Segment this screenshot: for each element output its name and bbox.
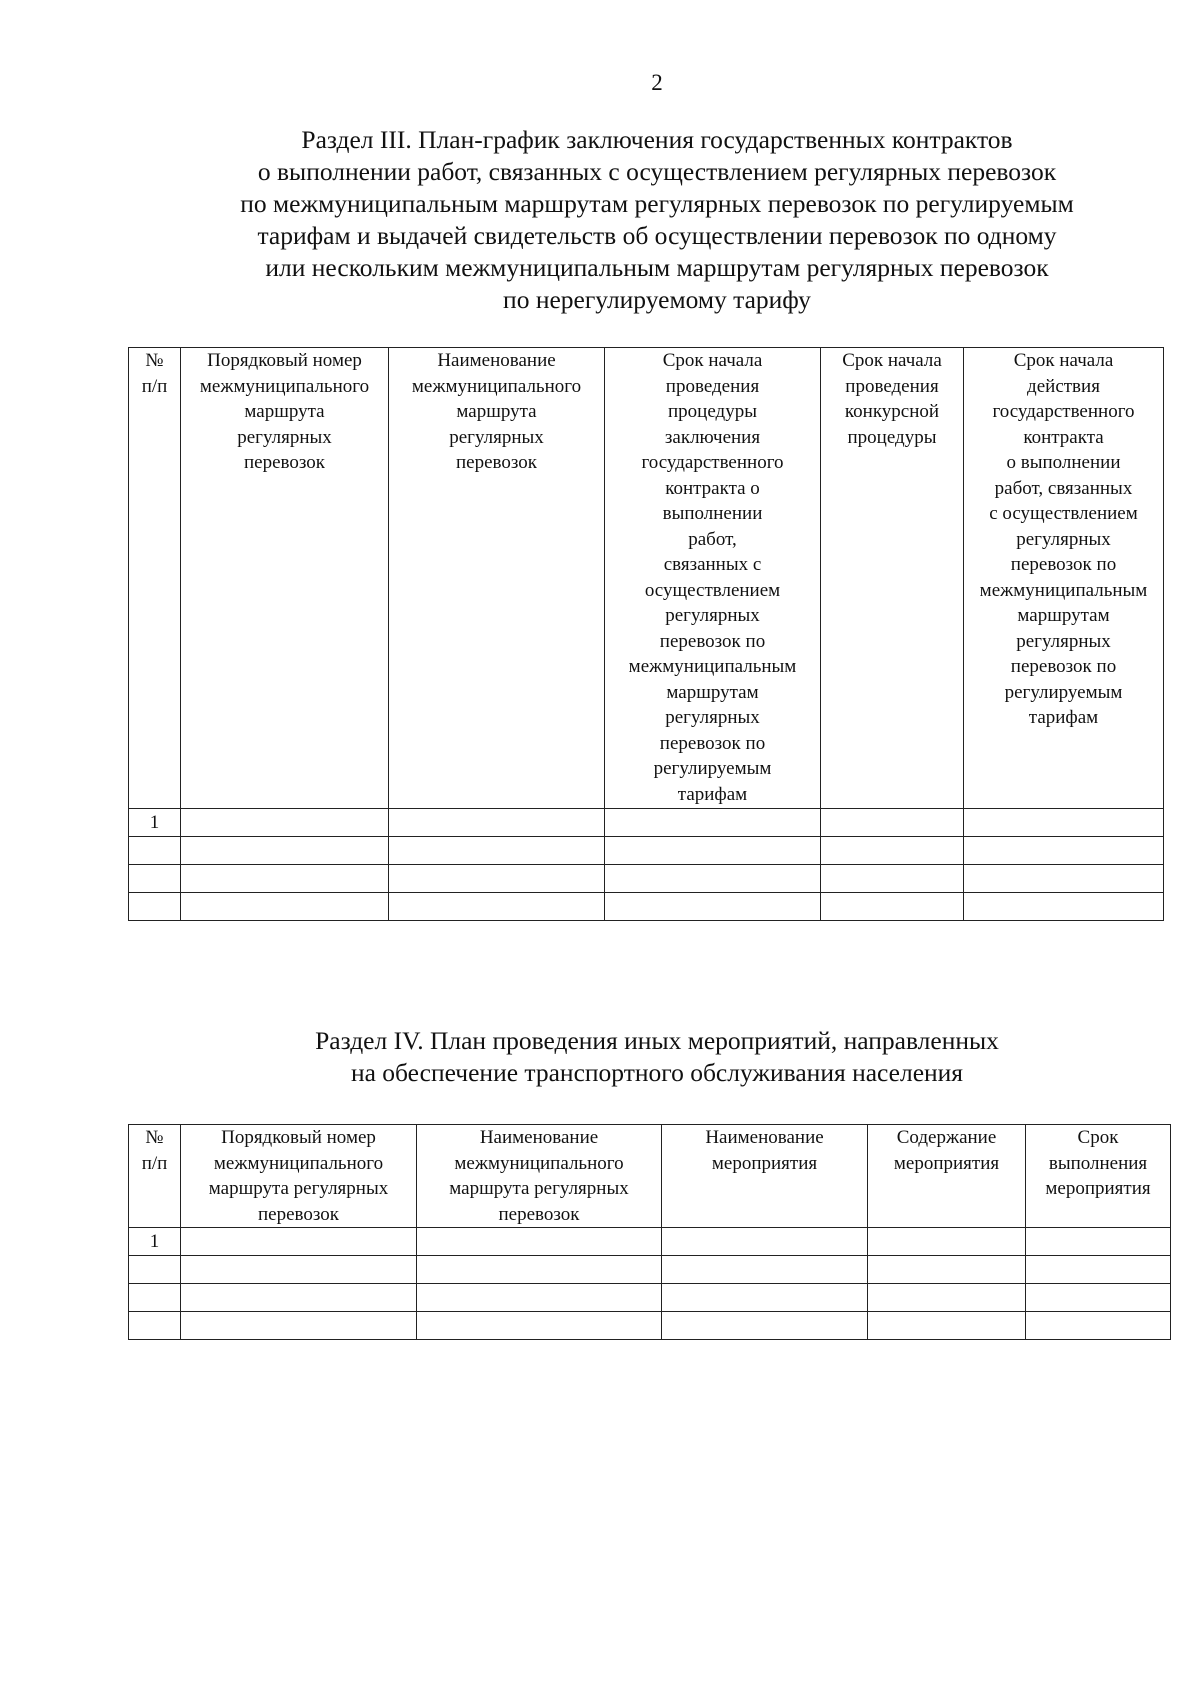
column-header-line: выполнении xyxy=(662,503,763,524)
column-header-line: перевозок xyxy=(257,1203,339,1225)
table-cell xyxy=(389,865,605,893)
column-header-line: регулируемым xyxy=(1004,681,1123,703)
column-header-line: № xyxy=(145,350,164,371)
column-header-line: связанных с xyxy=(663,554,762,575)
table-cell xyxy=(417,1228,662,1256)
column-header-4 xyxy=(662,1125,868,1228)
table-cell xyxy=(868,1256,1026,1284)
column-header-line: о выполнении xyxy=(1006,452,1121,473)
table-cell xyxy=(605,865,821,893)
column-header-line: межмуниципального xyxy=(199,375,370,397)
column-header-line: процедуры xyxy=(668,401,757,422)
column-header-line: п/п xyxy=(141,1152,168,1174)
section-4-title-line: Раздел IV. План проведения иных мероприятий, направленных xyxy=(315,1026,999,1055)
table-row xyxy=(129,1284,1171,1312)
column-header-line: государственного xyxy=(992,401,1135,422)
column-header-line: п/п xyxy=(141,375,168,397)
column-header-2 xyxy=(181,348,389,809)
column-header-line: тарифам xyxy=(677,783,748,805)
section-4-table xyxy=(128,1124,1171,1340)
column-header-line: конкурсной xyxy=(844,401,940,422)
column-header-line: Наименование xyxy=(479,1127,599,1148)
section-3-title-line: Раздел III. План-график заключения государственных контрактов xyxy=(301,125,1013,154)
column-header-line: Порядковый номер xyxy=(207,350,362,371)
table-cell xyxy=(868,1312,1026,1340)
column-header-line: регулярных xyxy=(449,426,544,448)
table-cell xyxy=(129,1312,181,1340)
table-cell xyxy=(821,809,964,837)
column-header-line: Срок xyxy=(1077,1127,1119,1148)
table-cell xyxy=(389,809,605,837)
section-3-title-line: тарифам и выдачей свидетельств об осуществлении перевозок по одному xyxy=(257,221,1057,250)
section-3-title-line: или нескольким межмуниципальным маршрутам регулярных перевозок xyxy=(265,253,1049,282)
column-header-line: контракта о xyxy=(665,477,760,499)
column-header-3 xyxy=(389,348,605,809)
column-header-5 xyxy=(821,348,964,809)
section-3-table xyxy=(128,347,1164,921)
table-cell xyxy=(181,1256,417,1284)
column-header-line: мероприятия xyxy=(711,1152,818,1174)
table-cell xyxy=(417,1312,662,1340)
table-cell: 1 xyxy=(129,809,181,837)
column-header-line: маршрута регулярных xyxy=(449,1178,629,1199)
column-header-line: мероприятия xyxy=(893,1152,1000,1174)
column-header-line: работ, связанных xyxy=(994,477,1133,499)
table-row xyxy=(129,837,1164,865)
table-row xyxy=(129,893,1164,921)
table-cell xyxy=(964,893,1164,921)
table-cell xyxy=(868,1284,1026,1312)
column-header-6 xyxy=(1026,1125,1171,1228)
section-4-title-line: на обеспечение транспортного обслуживания населения xyxy=(350,1058,964,1087)
table-cell xyxy=(605,837,821,865)
column-header-line: Срок начала xyxy=(662,350,763,371)
table-cell xyxy=(389,837,605,865)
column-header-line: маршрутам xyxy=(666,681,759,703)
column-header-6 xyxy=(964,348,1164,809)
column-header-line: Срок начала xyxy=(1013,350,1114,371)
column-header-line: межмуниципального xyxy=(213,1152,384,1174)
table-cell xyxy=(964,837,1164,865)
column-header-line: перевозок по xyxy=(1010,554,1117,575)
column-header-line: Порядковый номер xyxy=(221,1127,376,1148)
column-header-line: маршрута регулярных xyxy=(208,1178,389,1199)
page-number: 2 xyxy=(651,70,663,95)
table-header-row xyxy=(129,348,1164,809)
table-row xyxy=(129,865,1164,893)
table-cell xyxy=(181,1284,417,1312)
column-header-line: перевозок по xyxy=(659,732,766,754)
column-header-line: с осуществлением xyxy=(989,503,1138,524)
column-header-line: регулярных xyxy=(1016,630,1111,652)
column-header-line: перевозок по xyxy=(1010,656,1117,677)
table-cell xyxy=(605,893,821,921)
column-header-line: выполнения xyxy=(1048,1152,1148,1174)
table-cell xyxy=(1026,1256,1171,1284)
table-cell xyxy=(181,1312,417,1340)
table-cell xyxy=(662,1228,868,1256)
column-header-line: № xyxy=(145,1127,164,1148)
column-header-5 xyxy=(868,1125,1026,1228)
table-header-row xyxy=(129,1125,1171,1228)
column-header-line: регулярных xyxy=(665,707,760,728)
table-cell xyxy=(868,1228,1026,1256)
table-cell xyxy=(417,1256,662,1284)
column-header-line: Содержание xyxy=(896,1127,997,1148)
column-header-line: заключения xyxy=(664,426,761,448)
column-header-line: осуществлением xyxy=(644,579,781,601)
section-3-title xyxy=(0,124,1200,316)
section-3-title-line: по нерегулируемому тарифу xyxy=(503,285,811,314)
column-header-line: маршрутам xyxy=(1017,605,1110,626)
column-header-line: перевозок xyxy=(455,452,537,473)
column-header-2 xyxy=(181,1125,417,1228)
column-header-line: межмуниципальным xyxy=(979,579,1148,601)
table-cell xyxy=(181,809,389,837)
column-header-line: проведения xyxy=(665,375,760,397)
table-cell xyxy=(181,1228,417,1256)
table-cell xyxy=(1026,1228,1171,1256)
section-4-title xyxy=(0,1025,1200,1089)
column-header-1 xyxy=(129,348,181,809)
table-cell xyxy=(129,1284,181,1312)
column-header-line: тарифам xyxy=(1028,707,1099,728)
column-header-line: Наименование xyxy=(705,1127,824,1148)
column-header-line: регулярных xyxy=(237,426,332,448)
column-header-line: проведения xyxy=(845,375,939,397)
table-cell xyxy=(417,1284,662,1312)
table-cell xyxy=(821,837,964,865)
table-cell xyxy=(129,893,181,921)
table-cell xyxy=(964,865,1164,893)
table-cell xyxy=(181,893,389,921)
column-header-line: перевозок по xyxy=(659,630,766,652)
column-header-line: работ, xyxy=(688,528,737,550)
table-cell xyxy=(129,865,181,893)
column-header-4 xyxy=(605,348,821,809)
table-row xyxy=(129,809,1164,837)
table-cell xyxy=(181,837,389,865)
column-header-line: Наименование xyxy=(437,350,556,371)
column-header-line: Срок начала xyxy=(842,350,942,371)
column-header-1 xyxy=(129,1125,181,1228)
table-cell xyxy=(605,809,821,837)
table-cell xyxy=(129,837,181,865)
column-header-3 xyxy=(417,1125,662,1228)
table-cell xyxy=(821,865,964,893)
table-cell xyxy=(662,1284,868,1312)
table-cell: 1 xyxy=(129,1228,181,1256)
column-header-line: регулируемым xyxy=(653,758,772,779)
table-cell xyxy=(821,893,964,921)
column-header-line: регулярных xyxy=(665,605,760,626)
section-3-title-line: о выполнении работ, связанных с осуществлением регулярных перевозок xyxy=(257,157,1057,186)
column-header-line: межмуниципальным xyxy=(628,656,797,677)
table-cell xyxy=(964,809,1164,837)
table-cell xyxy=(181,865,389,893)
table-row xyxy=(129,1312,1171,1340)
table-row xyxy=(129,1228,1171,1256)
column-header-line: маршрута xyxy=(456,401,537,422)
column-header-line: межмуниципального xyxy=(454,1152,624,1174)
column-header-line: перевозок xyxy=(243,452,325,473)
column-header-line: межмуниципального xyxy=(411,375,582,397)
column-header-line: государственного xyxy=(641,452,784,473)
column-header-line: регулярных xyxy=(1016,528,1111,550)
column-header-line: действия xyxy=(1027,375,1100,397)
column-header-line: мероприятия xyxy=(1045,1178,1151,1199)
section-3-title-line: по межмуниципальным маршрутам регулярных перевозок по регулируемым xyxy=(240,189,1074,218)
table-cell xyxy=(129,1256,181,1284)
table-cell xyxy=(389,893,605,921)
column-header-line: маршрута xyxy=(244,401,325,422)
column-header-line: контракта xyxy=(1023,426,1104,448)
table-cell xyxy=(662,1256,868,1284)
table-row xyxy=(129,1256,1171,1284)
table-cell xyxy=(1026,1312,1171,1340)
table-cell xyxy=(1026,1284,1171,1312)
column-header-line: перевозок xyxy=(498,1203,580,1225)
column-header-line: процедуры xyxy=(847,426,937,448)
table-cell xyxy=(662,1312,868,1340)
